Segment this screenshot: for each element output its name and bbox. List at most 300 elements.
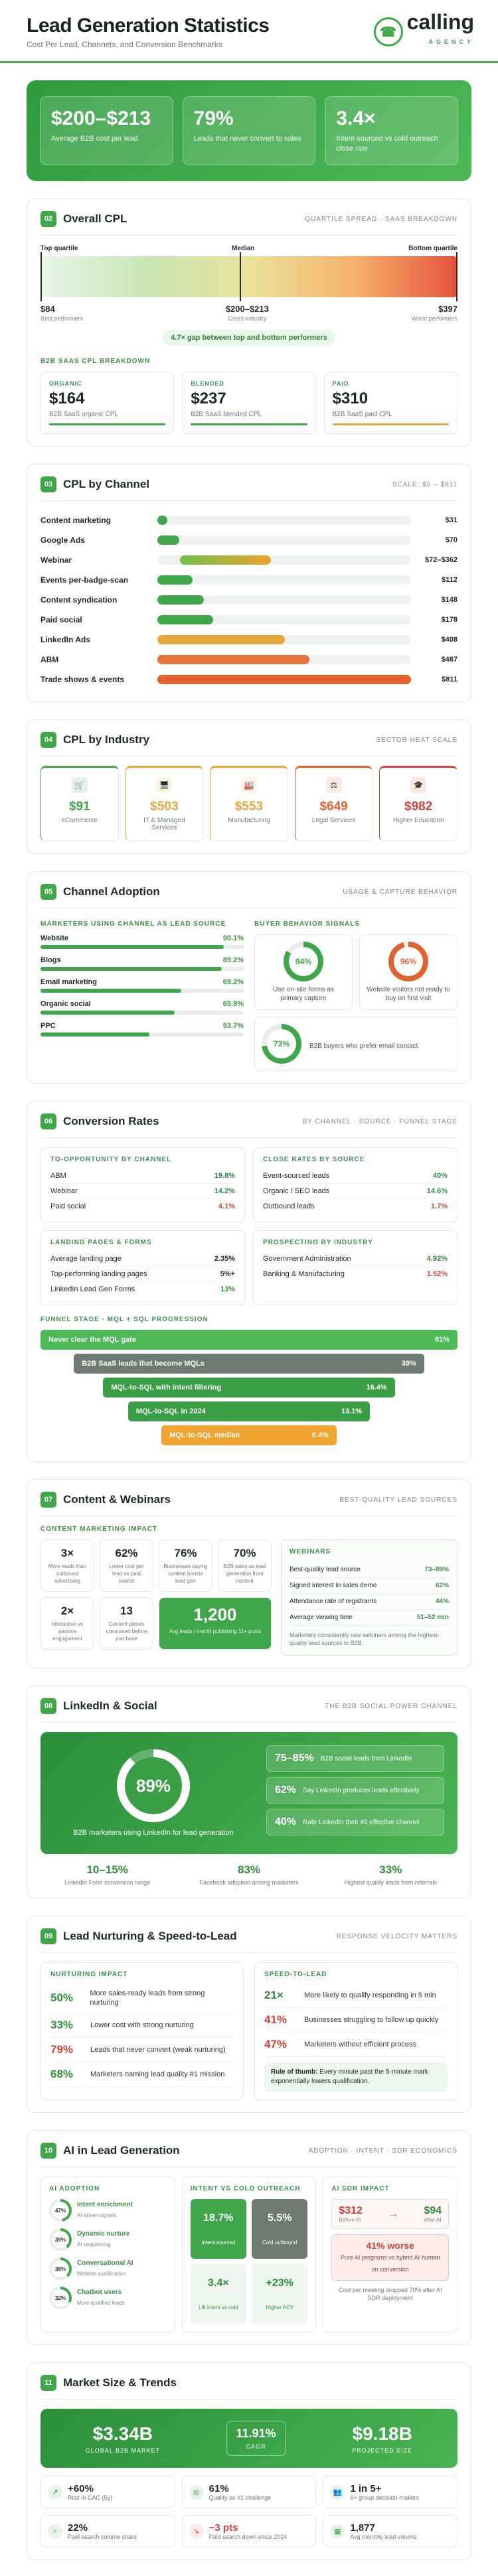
tile-text: Avg leads / month publishing 11+ posts bbox=[169, 1628, 262, 1634]
intent-label: INTENT VS COLD OUTREACH bbox=[190, 2185, 301, 2192]
section-market bbox=[27, 2362, 471, 2560]
industry-cards bbox=[41, 766, 457, 841]
donut-value: 96% bbox=[394, 947, 423, 976]
adoption-bar bbox=[41, 945, 224, 949]
ai-donut bbox=[49, 2257, 72, 2280]
linkedin-stats bbox=[266, 1745, 444, 1841]
linkedin-bottom-stat bbox=[41, 1863, 174, 1886]
conversion-block-title: TO-OPPORTUNITY BY CHANNEL bbox=[50, 1156, 172, 1163]
conversion-label: Event-sourced leads bbox=[263, 1172, 330, 1180]
webinar-label: Average viewing time bbox=[290, 1614, 353, 1621]
hero-card bbox=[40, 96, 173, 165]
content-tile bbox=[41, 1597, 94, 1650]
section-note: SECTOR HEAT SCALE bbox=[376, 736, 457, 744]
monitor-icon: 🖥 bbox=[156, 777, 172, 793]
arrow-right-icon: → bbox=[388, 2208, 399, 2220]
channel-value: $70 bbox=[445, 536, 457, 544]
market-trend-grid bbox=[41, 2476, 457, 2547]
saas-cards bbox=[41, 372, 457, 434]
logo[interactable] bbox=[374, 12, 474, 52]
webinar-label: Best-quality lead source bbox=[290, 1566, 361, 1573]
header bbox=[0, 0, 498, 63]
section-title: AI in Lead Generation bbox=[63, 2144, 180, 2157]
channel-track bbox=[157, 595, 411, 605]
market-trend-text: Rise in CAC (5y) bbox=[68, 2494, 113, 2501]
section-overall-cpl bbox=[27, 198, 471, 447]
bottom-stat-value: 33% bbox=[379, 1863, 402, 1876]
conversion-label: LinkedIn Lead Gen Forms bbox=[50, 1285, 135, 1293]
intent-text: Lift intent vs cold bbox=[199, 2305, 238, 2311]
ai-adoption-title: Dynamic nurture bbox=[77, 2230, 130, 2238]
quartile-values bbox=[41, 304, 457, 322]
conversion-block-title: CLOSE RATES BY SOURCE bbox=[263, 1156, 365, 1163]
tile-value: 2× bbox=[60, 1605, 74, 1617]
ring-caption: B2B marketers using LinkedIn for lead generation bbox=[73, 1829, 234, 1837]
conversion-row bbox=[50, 1199, 235, 1214]
section-number: 05 bbox=[41, 884, 56, 900]
donut-text: Use on-site forms as primary capture bbox=[273, 986, 334, 1002]
nurturing-text: Businesses struggling to follow up quickly bbox=[304, 2016, 439, 2024]
industry-card bbox=[295, 766, 373, 841]
linkedin-bottom-stat bbox=[182, 1863, 315, 1886]
section-number: 02 bbox=[41, 211, 56, 227]
webinar-label: Signed interest in sales demo bbox=[290, 1582, 377, 1589]
channel-track bbox=[157, 536, 411, 545]
section-title: Content & Webinars bbox=[63, 1493, 171, 1506]
conversion-row bbox=[263, 1267, 448, 1281]
conversion-value: 14.2% bbox=[214, 1187, 235, 1195]
market-trend-card bbox=[182, 2476, 317, 2508]
trend-up-icon: ↗ bbox=[48, 2485, 62, 2500]
linkedin-stat-value: 40% bbox=[275, 1816, 297, 1827]
projected-size-value: $9.18B bbox=[352, 2423, 412, 2444]
adoption-bar bbox=[41, 1033, 149, 1037]
nurturing-value: 79% bbox=[50, 2043, 74, 2056]
channel-row bbox=[41, 630, 457, 650]
nurturing-value: 21× bbox=[264, 1989, 284, 2001]
page-title: Lead Generation Statistics bbox=[27, 15, 270, 36]
linkedin-stat bbox=[266, 1745, 444, 1772]
sdr-after-text: After AI bbox=[424, 2217, 442, 2223]
nurturing-text: Leads that never convert (weak nurturing) bbox=[90, 2046, 226, 2054]
section-header bbox=[41, 211, 457, 236]
tile-value: 62% bbox=[115, 1547, 138, 1559]
nurturing-text: Marketers without efficient process bbox=[304, 2040, 417, 2048]
conversion-value: 4.1% bbox=[218, 1202, 235, 1210]
channel-track bbox=[157, 575, 411, 585]
funnel-label: FUNNEL STAGE · MQL + SQL PROGRESSION bbox=[41, 1316, 208, 1323]
market-trend-card bbox=[41, 2515, 175, 2547]
market-trend-text: Avg monthly lead volume bbox=[350, 2534, 417, 2540]
tile-value: 13 bbox=[120, 1605, 133, 1617]
channel-bar bbox=[157, 615, 213, 624]
adoption-row bbox=[41, 978, 244, 993]
content-tile bbox=[218, 1539, 272, 1592]
gap-badge: 4.7× gap between top and bottom performers bbox=[163, 330, 335, 346]
rule-of-thumb: Rule of thumb: Every minute past the 5-minute mark exponentially lowers qualification. bbox=[264, 2062, 448, 2092]
section-nurturing bbox=[27, 1916, 471, 2113]
conversion-row bbox=[263, 1252, 448, 1267]
section-header bbox=[41, 476, 457, 501]
hero-text: Average B2B cost per lead bbox=[51, 135, 138, 143]
ai-adoption-row bbox=[49, 2228, 167, 2251]
saas-value: $310 bbox=[332, 390, 369, 407]
adoption-bar bbox=[41, 1011, 175, 1015]
ai-donut bbox=[49, 2287, 72, 2309]
channel-track bbox=[157, 555, 411, 565]
content-tile bbox=[100, 1597, 153, 1650]
linkedin-stat-text: B2B social leads from LinkedIn bbox=[320, 1754, 412, 1762]
phone-icon: ☎ bbox=[374, 17, 403, 46]
conversion-value: 40% bbox=[432, 1172, 448, 1180]
webinar-row bbox=[290, 1562, 449, 1578]
saas-accent-line bbox=[49, 423, 165, 425]
conversion-value: 19.8% bbox=[214, 1172, 235, 1180]
bottom-stat-text: LinkedIn Form conversion range bbox=[64, 1879, 151, 1886]
ai-adoption-row bbox=[49, 2287, 167, 2309]
adoption-name: Email marketing bbox=[41, 978, 97, 986]
content-tile bbox=[159, 1539, 212, 1592]
conversion-value: 5%+ bbox=[220, 1270, 235, 1278]
channel-value: $72–$362 bbox=[425, 556, 457, 564]
nurturing-text: More sales-ready leads from strong nurturing bbox=[90, 1989, 205, 2007]
funnel-value: 8.4% bbox=[311, 1431, 329, 1439]
donut-value: 73% bbox=[267, 1029, 296, 1058]
intent-text: Higher ACV bbox=[266, 2305, 294, 2311]
market-trend-card bbox=[323, 2476, 457, 2508]
nurturing-text: Marketers naming lead quality #1 mission bbox=[90, 2070, 225, 2078]
funnel-value: 16.4% bbox=[366, 1384, 387, 1392]
adoption-track bbox=[41, 1033, 244, 1037]
saas-text: B2B SaaS blended CPL bbox=[191, 411, 262, 418]
bottom-stat-text: Facebook adoption among marketers bbox=[199, 1879, 299, 1886]
funnel-label: Never clear the MQL gate bbox=[48, 1336, 136, 1344]
industry-name: eCommerce bbox=[61, 817, 98, 824]
section-number: 11 bbox=[41, 2375, 56, 2391]
channel-name: Events per-badge-scan bbox=[41, 575, 129, 585]
content-left-label: CONTENT MARKETING IMPACT bbox=[41, 1526, 158, 1533]
conversion-row bbox=[50, 1169, 235, 1184]
tile-text: B2B sales as lead generation from content bbox=[223, 1563, 266, 1584]
scale-icon: ⚖ bbox=[326, 777, 342, 793]
channel-name: Content syndication bbox=[41, 595, 118, 605]
cart-icon: 🛒 bbox=[72, 777, 88, 793]
logo-sub: AGENCY bbox=[428, 38, 474, 45]
industry-card bbox=[41, 766, 119, 841]
conversion-row bbox=[263, 1184, 448, 1199]
industry-name: Higher Education bbox=[392, 817, 444, 824]
adoption-value: 89.2% bbox=[222, 956, 244, 964]
section-number: 04 bbox=[41, 732, 56, 748]
conversion-row bbox=[263, 1199, 448, 1214]
projected-size-label: PROJECTED SIZE bbox=[352, 2447, 413, 2454]
conversion-block-title: LANDING PAGES & FORMS bbox=[50, 1239, 152, 1246]
channel-name: Content marketing bbox=[41, 516, 112, 525]
intent-box bbox=[252, 2264, 307, 2324]
linkedin-bottom-stat bbox=[324, 1863, 457, 1886]
industry-value: $982 bbox=[404, 800, 433, 814]
market-trend-value: 1 in 5+ bbox=[350, 2483, 382, 2494]
donut-text: B2B buyers who prefer email contact bbox=[309, 1042, 418, 1050]
conversion-value: 4.92% bbox=[426, 1255, 448, 1263]
ai-adoption-label: AI ADOPTION bbox=[49, 2185, 100, 2192]
webinar-value: 62% bbox=[435, 1582, 449, 1589]
channel-name: Paid social bbox=[41, 615, 82, 624]
section-title: Channel Adoption bbox=[63, 885, 160, 898]
content-big-tile bbox=[159, 1597, 272, 1650]
conversion-value: 1.52% bbox=[426, 1270, 448, 1278]
linkedin-hero bbox=[41, 1732, 457, 1854]
intent-text: Intent-sourced bbox=[201, 2240, 236, 2246]
sdr-before-text: Before AI bbox=[339, 2217, 361, 2223]
conversion-label: Paid social bbox=[50, 1202, 86, 1210]
channel-row bbox=[41, 550, 457, 570]
channel-value: $31 bbox=[445, 516, 457, 524]
conversion-block bbox=[253, 1147, 457, 1222]
channel-bar bbox=[157, 675, 411, 684]
hero-value: 3.4× bbox=[336, 107, 376, 129]
nurturing-row bbox=[264, 1983, 448, 2008]
section-note: BEST-QUALITY LEAD SOURCES bbox=[339, 1496, 457, 1504]
channel-track bbox=[157, 516, 411, 525]
logo-word: calling bbox=[406, 10, 474, 34]
section-title: LinkedIn & Social bbox=[63, 1699, 157, 1712]
section-channel-adoption bbox=[27, 871, 471, 1084]
conversion-label: Average landing page bbox=[50, 1255, 122, 1263]
quartile-bottom-label: Bottom quartile bbox=[408, 245, 457, 252]
funnel-label: MQL-to-SQL with intent filtering bbox=[111, 1384, 222, 1392]
channel-value: $112 bbox=[442, 576, 457, 584]
funnel-stage bbox=[128, 1401, 370, 1421]
worse-badge: 41% worse Pure AI programs vs hybrid AI-human on conversion bbox=[331, 2234, 449, 2281]
webinar-row bbox=[290, 1594, 449, 1610]
section-number: 07 bbox=[41, 1492, 56, 1508]
content-tile bbox=[100, 1539, 153, 1592]
funnel-value: 13.1% bbox=[341, 1407, 363, 1415]
webinars-title: WEBINARS bbox=[290, 1548, 331, 1555]
people-icon: 👥 bbox=[330, 2485, 345, 2500]
intent-text: Cold outbound bbox=[262, 2240, 297, 2246]
section-cpl-channel bbox=[27, 464, 471, 702]
section-number: 06 bbox=[41, 1113, 56, 1129]
section-header bbox=[41, 1928, 457, 1953]
conversion-block bbox=[253, 1230, 457, 1305]
market-trend-value: −3 pts bbox=[208, 2522, 238, 2534]
industry-value: $553 bbox=[234, 800, 264, 814]
channel-name: Google Ads bbox=[41, 536, 85, 545]
quartile-tick bbox=[456, 252, 457, 301]
conversion-row bbox=[50, 1282, 235, 1297]
ai-adoption-row bbox=[49, 2257, 167, 2280]
ai-donut bbox=[49, 2199, 72, 2222]
saas-text: B2B SaaS organic CPL bbox=[49, 411, 118, 418]
trend-down-icon: ↘ bbox=[189, 2524, 204, 2539]
nurturing-row bbox=[50, 2013, 234, 2038]
funnel-chart bbox=[41, 1330, 457, 1445]
tile-text: Businesses saying content boosts lead gen bbox=[163, 1563, 208, 1584]
conversion-label: Webinar bbox=[50, 1187, 78, 1195]
webinar-value: 51–52 min bbox=[416, 1614, 449, 1621]
industry-card bbox=[210, 766, 288, 841]
cagr-value: 11.91% bbox=[236, 2427, 276, 2440]
linkedin-stat bbox=[266, 1777, 444, 1804]
adoption-value: 69.2% bbox=[222, 978, 244, 986]
adoption-name: Organic social bbox=[41, 1000, 91, 1008]
tile-value: 76% bbox=[174, 1547, 197, 1559]
section-title: CPL by Channel bbox=[63, 478, 150, 490]
bottom-stat-value: 10–15% bbox=[86, 1863, 128, 1876]
hero-value: 79% bbox=[193, 107, 234, 129]
industry-name: Manufacturing bbox=[228, 817, 270, 824]
donut-chart bbox=[388, 942, 428, 981]
section-header bbox=[41, 2143, 457, 2167]
sdr-after-value: $94 bbox=[424, 2205, 442, 2216]
intent-card bbox=[182, 2177, 317, 2332]
industry-card bbox=[125, 766, 204, 841]
saas-accent-line bbox=[333, 423, 449, 425]
tile-text: Content pieces consumed before purchase bbox=[106, 1621, 147, 1642]
saas-card bbox=[324, 372, 457, 434]
saas-accent-line bbox=[191, 423, 307, 425]
section-title: Overall CPL bbox=[63, 212, 127, 225]
adoption-bars bbox=[41, 934, 244, 1037]
market-hero bbox=[41, 2409, 457, 2468]
nurturing-row bbox=[50, 2062, 234, 2087]
section-header bbox=[41, 884, 457, 908]
channel-bar bbox=[180, 555, 271, 565]
conversion-label: Banking & Manufacturing bbox=[263, 1270, 345, 1278]
adoption-bar bbox=[41, 989, 181, 993]
section-header bbox=[41, 1492, 457, 1516]
adoption-value: 65.9% bbox=[222, 1000, 244, 1008]
quartile-tick bbox=[41, 252, 42, 301]
ai-adoption-title: Intent enrichment bbox=[77, 2200, 133, 2208]
ai-sdr-label: AI SDR IMPACT bbox=[331, 2185, 390, 2192]
linkedin-stat-text: Say LinkedIn produces leads effectively bbox=[303, 1786, 420, 1794]
linkedin-stat-value: 62% bbox=[275, 1784, 297, 1796]
hero-stats bbox=[27, 80, 471, 181]
market-trend-value: 1,877 bbox=[350, 2522, 375, 2534]
section-conversion-rates bbox=[27, 1101, 471, 1462]
webinar-row bbox=[290, 1578, 449, 1594]
search-icon: ⌕ bbox=[48, 2524, 62, 2539]
conversion-value: 1.7% bbox=[430, 1202, 448, 1210]
linkedin-stat-text: Rate LinkedIn their #1 effective channel bbox=[303, 1818, 420, 1826]
channel-row bbox=[41, 510, 457, 530]
nurturing-value: 47% bbox=[264, 2038, 288, 2050]
industry-value: $503 bbox=[150, 800, 179, 814]
intent-value: 3.4× bbox=[208, 2277, 229, 2289]
tile-text: Lower cost per lead vs paid search bbox=[109, 1563, 144, 1584]
adoption-row bbox=[41, 956, 244, 971]
saas-kind: ORGANIC bbox=[49, 380, 82, 387]
market-trend-text: Paid search down since 2024 bbox=[208, 2534, 288, 2540]
funnel-label: B2B SaaS leads that become MQLs bbox=[82, 1360, 205, 1368]
quartile-caption: Best performers bbox=[41, 315, 84, 322]
nurturing-row bbox=[264, 2008, 448, 2033]
quartile-median-label: Median bbox=[232, 245, 255, 252]
quartile-value: $397 bbox=[438, 304, 457, 314]
channel-row bbox=[41, 530, 457, 550]
section-header bbox=[41, 1698, 457, 1723]
linkedin-stat-value: 75–85% bbox=[275, 1753, 314, 1764]
conversion-block bbox=[41, 1147, 245, 1222]
conversion-value: 14.6% bbox=[426, 1187, 448, 1195]
ai-donut-value: 39% bbox=[52, 2231, 69, 2248]
webinar-row bbox=[290, 1610, 449, 1626]
section-header bbox=[41, 732, 457, 756]
ai-sdr-card bbox=[323, 2177, 457, 2332]
ai-adoption-sub: More qualified leads bbox=[77, 2299, 125, 2306]
channel-bar bbox=[157, 595, 204, 605]
nurturing-left-label: NURTURING IMPACT bbox=[50, 1971, 128, 1978]
conversion-label: Top-performing landing pages bbox=[50, 1270, 147, 1278]
section-ai bbox=[27, 2130, 471, 2345]
conversion-label: ABM bbox=[50, 1172, 66, 1180]
channel-name: ABM bbox=[41, 655, 59, 664]
section-note: BY CHANNEL · SOURCE · FUNNEL STAGE bbox=[302, 1117, 457, 1125]
channel-name: Trade shows & events bbox=[41, 675, 125, 684]
factory-icon: 🏭 bbox=[241, 777, 257, 793]
linkedin-ring bbox=[117, 1749, 190, 1822]
market-size-value: $3.34B bbox=[92, 2423, 153, 2444]
saas-kind: PAID bbox=[332, 380, 349, 387]
intent-value: 18.7% bbox=[203, 2212, 234, 2224]
section-number: 09 bbox=[41, 1928, 56, 1944]
section-header bbox=[41, 2375, 457, 2399]
ai-adoption-title: Conversational AI bbox=[77, 2259, 133, 2267]
market-trend-text: Quality as #1 challenge bbox=[208, 2494, 272, 2501]
buyer-signal-donuts bbox=[254, 934, 457, 1071]
tile-value: 3× bbox=[60, 1547, 74, 1559]
quartile-top-label: Top quartile bbox=[41, 245, 78, 252]
webinars-card bbox=[281, 1539, 457, 1656]
funnel-value: 39% bbox=[401, 1360, 416, 1368]
adoption-row bbox=[41, 1022, 244, 1037]
market-trend-value: +60% bbox=[68, 2483, 94, 2494]
conversion-value: 2.35% bbox=[214, 1255, 235, 1263]
channel-row bbox=[41, 590, 457, 610]
ai-donut-value: 32% bbox=[52, 2289, 69, 2307]
market-trend-card bbox=[182, 2515, 317, 2547]
adoption-bar bbox=[41, 967, 222, 971]
adoption-name: PPC bbox=[41, 1022, 56, 1030]
funnel-stage bbox=[41, 1330, 457, 1350]
channel-row bbox=[41, 650, 457, 670]
bottom-stat-value: 83% bbox=[237, 1863, 260, 1876]
section-title: Market Size & Trends bbox=[63, 2376, 177, 2389]
quartile-tick bbox=[240, 252, 241, 301]
bar-chart-icon: ▦ bbox=[330, 2524, 345, 2539]
channel-value: $408 bbox=[441, 636, 457, 644]
adoption-left-label: MARKETERS USING CHANNEL AS LEAD SOURCE bbox=[41, 920, 226, 928]
ai-donut bbox=[49, 2228, 72, 2251]
donut-card bbox=[254, 1017, 457, 1071]
sdr-before-value: $312 bbox=[339, 2205, 363, 2216]
ai-adoption-sub: AI sequencing bbox=[77, 2241, 111, 2248]
saas-text: B2B SaaS paid CPL bbox=[332, 411, 392, 418]
quartile-caption: Worst performers bbox=[411, 315, 457, 322]
quartile-value: $200–$213 bbox=[225, 304, 269, 314]
intent-box bbox=[252, 2199, 307, 2259]
section-note: THE B2B SOCIAL POWER CHANNEL bbox=[325, 1702, 457, 1710]
tile-text: More leads than outbound advertising bbox=[48, 1563, 87, 1584]
ai-adoption-row bbox=[49, 2199, 167, 2222]
conversion-label: Outbound leads bbox=[263, 1202, 315, 1210]
adoption-name: Website bbox=[41, 934, 68, 942]
industry-name: IT & Managed Services bbox=[143, 817, 185, 831]
channel-bar bbox=[157, 536, 179, 545]
